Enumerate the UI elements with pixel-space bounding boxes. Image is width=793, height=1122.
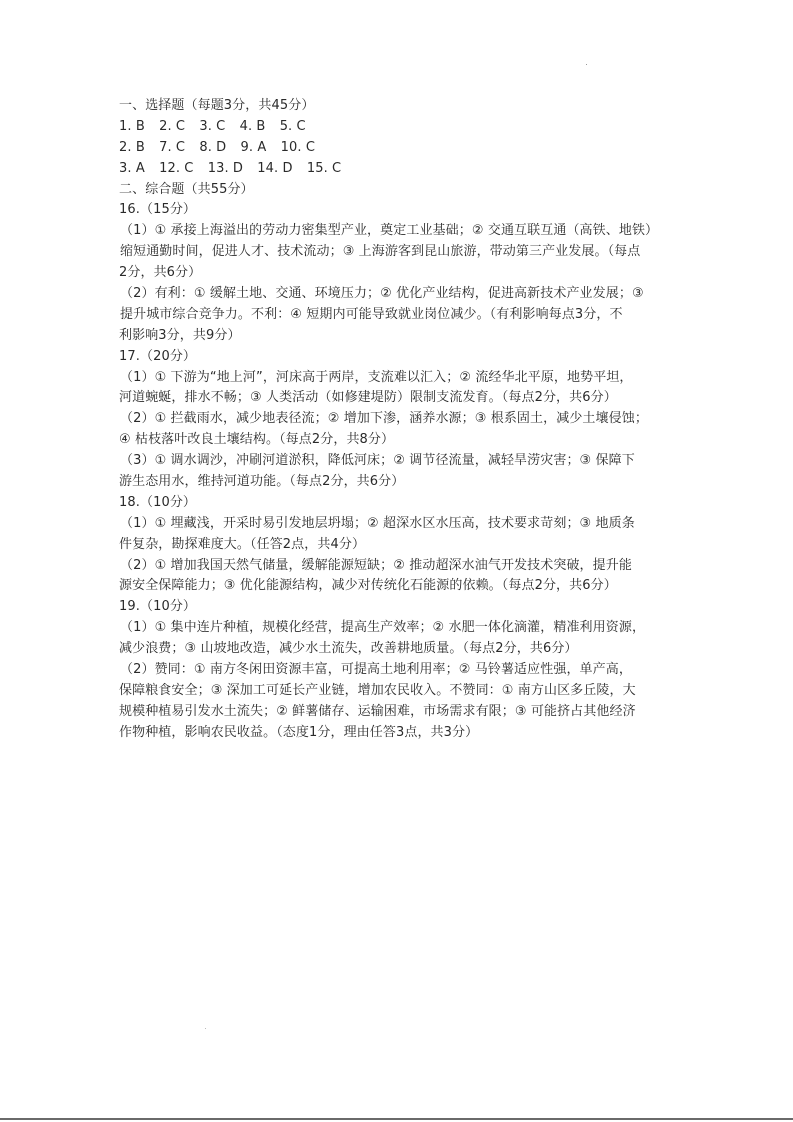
answer-line: 利影响3分，共9分） [119,327,241,343]
answer-line: ④ 枯枝落叶改良土壤结构。（每点2分，共8分） [119,432,395,448]
answer-line: （1）① 集中连片种植，规模化经营，提高生产效率；② 水肥一体化滴灌，精准利用资源， [120,620,646,636]
answer-line: 河道蜿蜒，排水不畅；③ 人类活动（如修建堤防）限制支流发育。（每点2分，共6分） [119,390,617,406]
answer-line: （1）① 承接上海溢出的劳动力密集型产业，奠定工业基础；② 交通互联互通（高铁、地铁） [120,223,659,239]
answer-item: 3. A [119,160,145,176]
comprehensive-answers [119,200,679,743]
answer-item: 5. C [279,118,306,134]
answer-line: （2）① 拦截雨水，减少地表径流；② 增加下渗，涵养水源；③ 根系固土，减少土壤侵蚀； [120,411,648,427]
answer-item: 15. C [306,160,342,176]
answer-item: 12. C [159,160,194,176]
answer-line: 游生态用水，维持河道功能。（每点2分，共6分） [119,474,405,490]
answer-line: 规模种植易引发水土流失；② 鲜薯储存、运输困难，市场需求有限；③ 可能挤占其他经济 [119,703,636,719]
answer-line: 缩短通勤时间，促进人才、技术流动；③ 上海游客到昆山旅游，带动第三产业发展。（每点 [120,244,641,260]
answer-line: 提升城市综合竞争力。不利：④ 短期内可能导致就业岗位减少。（有利影响每点3分，不 [120,306,623,322]
answer-row [119,159,679,180]
answer-line: 源安全保障能力；③ 优化能源结构，减少对传统化石能源的依赖。（每点2分，共6分） [119,578,617,594]
answer-line: 作物种植，影响农民收益。（态度1分，理由任答3点，共3分） [119,724,479,740]
answer-line: （2）① 增加我国天然气储量，缓解能源短缺；② 推动超深水油气开发技术突破，提升能 [120,557,632,573]
answer-item: 9. A [240,139,267,155]
answer-item: 13. D [207,160,244,176]
section-heading-choice: 一、选择题（每题3分，共45分） [119,98,315,113]
page-speck [586,64,587,65]
answer-item: 14. D [257,160,293,176]
answer-item: 2. B [119,139,145,155]
page-speck [205,1028,206,1029]
answer-line: 件复杂，勘探难度大。（任答2点，共4分） [119,536,366,552]
answer-item: 7. C [159,139,186,155]
answer-line: 保障粮食安全；③ 深加工可延长产业链，增加农民收入。不赞同：① 南方山区多丘陵，大 [119,682,636,698]
answer-item: 4. B [239,118,266,134]
answer-line: （3）① 调水调沙，冲刷河道淤积，降低河床；② 调节径流量，减轻旱涝灾害；③ 保障下 [120,453,635,469]
answer-row [119,117,679,138]
question-heading-16: 16.（15分） [119,202,197,218]
section-heading-comprehensive: 二、综合题（共55分） [119,181,254,197]
answer-item: 8. D [199,139,227,155]
question-heading-18: 18.（10分） [119,494,197,510]
answer-line: 减少浪费；③ 山坡地改造，减少水土流失，改善耕地质量。（每点2分，共6分） [119,641,578,657]
answer-line: （2）赞同：① 南方冬闲田资源丰富，可提高土地利用率；② 马铃薯适应性强，单产高， [120,662,632,678]
question-heading-17: 17.（20分） [119,348,197,364]
answer-item: 10. C [280,139,315,155]
answer-line: 2分，共6分） [119,265,202,281]
question-heading-19: 19.（10分） [119,599,197,615]
answer-item: 3. C [199,118,226,134]
answer-item: 2. C [159,118,186,134]
answer-key [119,96,679,744]
answer-line: （1）① 埋藏浅，开采时易引发地层坍塌；② 超深水区水压高，技术要求苛刻；③ 地质条 [120,515,635,531]
page-bottom-border [0,1118,793,1120]
answer-item: 1. B [119,118,145,134]
answer-row [119,138,679,159]
answer-line: （1）① 下游为“地上河”，河床高于两岸，支流难以汇入；② 流经华北平原，地势平坦， [120,369,633,385]
choice-answers [119,117,679,180]
answer-line: （2）有利：① 缓解土地、交通、环境压力；② 优化产业结构，促进高新技术产业发展；③ [120,286,644,302]
